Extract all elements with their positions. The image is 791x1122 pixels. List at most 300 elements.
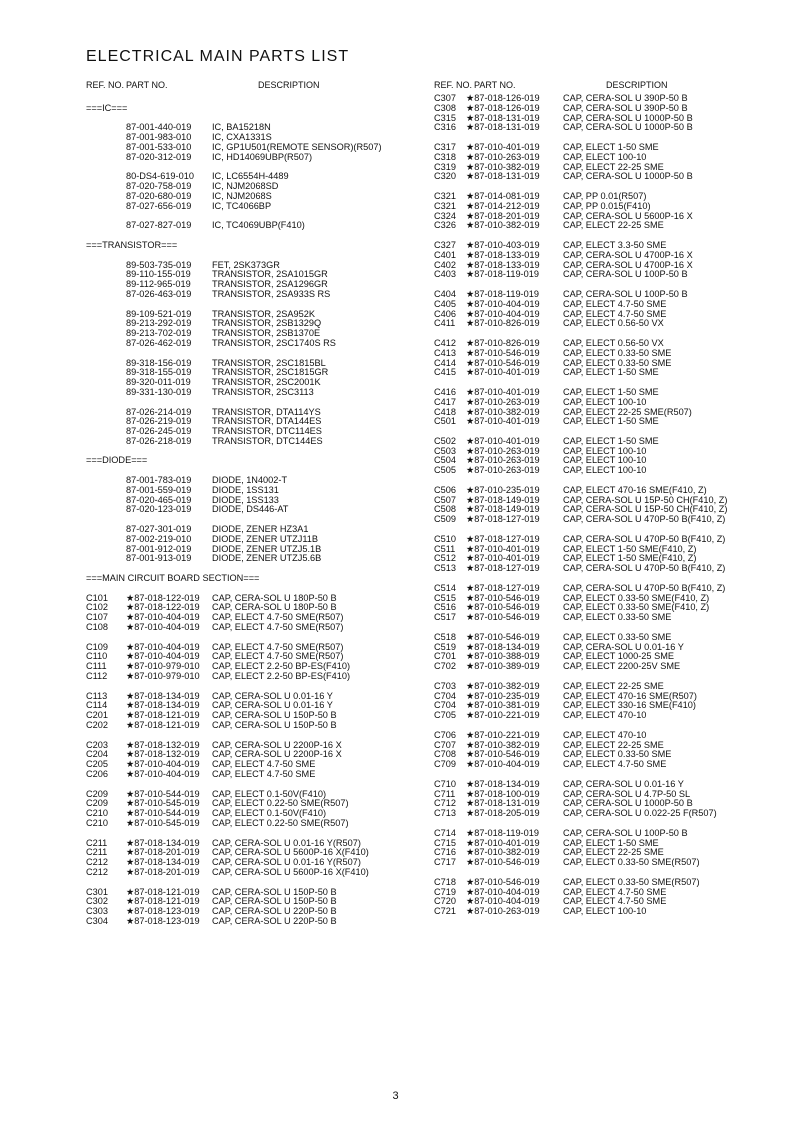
ref-no: C302	[86, 896, 108, 907]
ref-no: C516	[434, 602, 456, 613]
description: CAP, CERA-SOL U 15P-50 CH(F410, Z)	[563, 494, 728, 505]
ref-no: C512	[434, 553, 456, 564]
description: CAP, ELECT 0.33-50 SME(R507)	[563, 857, 700, 868]
part-no: ★87-018-122-019	[126, 602, 200, 613]
description: DIODE, 1N4002-T	[212, 475, 288, 486]
part-no: ★87-010-263-019	[466, 151, 540, 162]
ref-no: C720	[434, 896, 456, 907]
ref-no: C704	[434, 700, 456, 711]
part-no: ★87-018-201-019	[126, 866, 200, 877]
part-row	[86, 339, 404, 349]
part-no: ★87-010-404-019	[126, 641, 200, 652]
description: CAP, ELECT 1-50 SME	[563, 386, 659, 397]
part-no: 87-027-656-019	[126, 200, 192, 211]
description: TRANSISTOR, 2SA952K	[212, 308, 315, 319]
ref-no: C708	[434, 749, 456, 760]
ref-no: C112	[86, 671, 108, 682]
part-no: ★87-010-382-019	[466, 220, 540, 231]
part-no: ★87-010-546-019	[466, 612, 540, 623]
header-description: DESCRIPTION	[258, 80, 320, 90]
ref-no: C509	[434, 514, 456, 525]
part-no: 87-001-533-010	[126, 141, 192, 152]
part-no: ★87-018-201-019	[126, 847, 200, 858]
description: CAP, CERA-SOL U 180P-50 B	[212, 602, 337, 613]
ref-no: C713	[434, 808, 456, 819]
part-row	[86, 554, 404, 564]
header-part-no: PART NO.	[126, 80, 168, 90]
description: CAP, CERA-SOL U 100P-50 B	[563, 288, 688, 299]
part-no: 87-026-462-019	[126, 337, 192, 348]
ref-no: C307	[434, 93, 456, 103]
ref-no: C712	[434, 798, 456, 809]
ref-no: C519	[434, 641, 456, 652]
description: CAP, ELECT 4.7-50 SME	[212, 768, 316, 779]
part-no: ★87-010-404-019	[126, 651, 200, 662]
ref-no: C210	[86, 817, 108, 828]
description: CAP, ELECT 0.22-50 SME(R507)	[212, 817, 349, 828]
part-no: 80-DS4-619-010	[126, 171, 194, 182]
part-row	[434, 515, 754, 525]
ref-no: C518	[434, 631, 456, 642]
part-row	[86, 770, 404, 780]
description: TRANSISTOR, 2SC1815BL	[212, 357, 326, 368]
part-no: ★87-010-401-019	[466, 141, 540, 152]
part-row	[434, 466, 754, 476]
description: TRANSISTOR, DTC144ES	[212, 435, 323, 446]
part-no: 87-001-783-019	[126, 475, 192, 486]
description: CAP, ELECT 4.7-50 SME(R507)	[212, 622, 344, 633]
description: CAP, ELECT 0.33-50 SME(F410, Z)	[563, 592, 710, 603]
description: CAP, ELECT 1-50 SME	[563, 416, 659, 427]
part-no: ★87-014-212-019	[466, 200, 540, 211]
ref-no: C414	[434, 357, 456, 368]
description: CAP, CERA-SOL U 4.7P-50 SL	[563, 788, 691, 799]
description: TRANSISTOR, 2SC2001K	[212, 377, 321, 388]
ref-no: C327	[434, 239, 456, 250]
part-no: ★87-010-382-019	[466, 161, 540, 172]
ref-no: C416	[434, 386, 456, 397]
part-row	[86, 505, 404, 515]
part-no: ★87-018-133-019	[466, 259, 540, 270]
part-no: ★87-018-149-019	[466, 494, 540, 505]
part-no: ★87-014-081-019	[466, 190, 540, 201]
part-row	[86, 202, 404, 212]
description: CAP, CERA-SOL U 0.01-16 Y	[563, 778, 684, 789]
part-no: 87-020-465-019	[126, 494, 192, 505]
ref-no: C304	[86, 915, 108, 926]
part-no: ★87-018-122-019	[126, 592, 200, 603]
ref-no: C515	[434, 592, 456, 603]
part-no: 89-503-735-019	[126, 259, 192, 270]
description: CAP, CERA-SOL U 2200P-16 X	[212, 739, 342, 750]
description: CAP, ELECT 22-25 SME	[563, 739, 664, 750]
ref-no: C204	[86, 749, 108, 760]
description: CAP, ELECT 0.1-50V(F410)	[212, 808, 327, 819]
ref-no: C201	[86, 710, 108, 721]
description: CAP, ELECT 1-50 SME	[563, 367, 659, 378]
description: CAP, ELECT 3.3-50 SME	[563, 239, 667, 250]
ref-no: C326	[434, 220, 456, 231]
part-no: ★87-018-205-019	[466, 808, 540, 819]
description: CAP, CERA-SOL U 4700P-16 X	[563, 259, 693, 270]
description: CAP, CERA-SOL U 390P-50 B	[563, 93, 688, 103]
header-part-no: PART NO.	[474, 80, 516, 90]
part-no: ★87-018-201-019	[466, 210, 540, 221]
part-row	[86, 388, 404, 398]
description: CAP, CERA-SOL U 1000P-50 B	[563, 112, 693, 123]
part-no: ★87-010-263-019	[466, 396, 540, 407]
part-no: ★87-018-127-019	[466, 563, 540, 574]
part-no: 87-002-219-010	[126, 533, 192, 544]
description: DIODE, 1SS133	[212, 494, 279, 505]
description: CAP, PP 0.015(F410)	[563, 200, 651, 211]
ref-no: C212	[86, 857, 108, 868]
description: TRANSISTOR, 2SC1815GR	[212, 367, 329, 378]
ref-no: C721	[434, 906, 456, 917]
description: CAP, CERA-SOL U 1000P-50 B	[563, 798, 693, 809]
description: FET, 2SK373GR	[212, 259, 280, 270]
part-row	[434, 172, 754, 182]
part-no: ★87-010-401-019	[466, 553, 540, 564]
ref-no: C110	[86, 651, 108, 662]
part-no: ★87-018-119-019	[466, 827, 539, 838]
part-no: ★87-018-100-019	[466, 788, 540, 799]
part-no: ★87-018-131-019	[466, 112, 540, 123]
part-row	[86, 868, 404, 878]
description: CAP, ELECT 330-16 SME(F410)	[563, 700, 696, 711]
description: CAP, ELECT 470-10	[563, 729, 647, 740]
ref-no: C704	[434, 690, 456, 701]
ref-no: C318	[434, 151, 456, 162]
ref-no: C308	[434, 102, 456, 113]
part-no: ★87-010-235-019	[466, 690, 540, 701]
description: CAP, CERA-SOL U 470P-50 B(F410, Z)	[563, 514, 726, 525]
description: CAP, ELECT 0.33-50 SME	[563, 357, 672, 368]
part-no: ★87-018-133-019	[466, 249, 540, 260]
description: CAP, ELECT 2.2-50 BP-ES(F410)	[212, 661, 351, 672]
part-no: 87-001-913-019	[126, 553, 192, 564]
header-ref-no: REF. NO.	[434, 80, 473, 90]
ref-no: C506	[434, 484, 456, 495]
description: CAP, ELECT 22-25 SME	[563, 161, 664, 172]
ref-no: C719	[434, 886, 456, 897]
part-no: ★87-010-546-019	[466, 857, 540, 868]
ref-no: C317	[434, 141, 456, 152]
description: CAP, CERA-SOL U 0.01-16 Y(R507)	[212, 837, 361, 848]
part-row	[86, 917, 404, 927]
ref-no: C717	[434, 857, 456, 868]
part-no: 89-213-292-019	[126, 318, 192, 329]
ref-no: C703	[434, 680, 456, 691]
description: CAP, ELECT 0.33-50 SME(R507)	[563, 876, 700, 887]
part-no: ★87-010-545-019	[126, 817, 200, 828]
part-no: ★87-018-123-019	[126, 906, 200, 917]
part-no: ★87-018-134-019	[126, 690, 200, 701]
ref-no: C209	[86, 788, 108, 799]
part-no: ★87-010-404-019	[466, 759, 540, 770]
description: CAP, ELECT 4.7-50 SME	[563, 759, 667, 770]
part-no: ★87-018-121-019	[126, 896, 200, 907]
description: CAP, ELECT 4.7-50 SME	[563, 298, 667, 309]
part-no: ★87-010-401-019	[466, 367, 540, 378]
ref-no: C418	[434, 406, 456, 417]
part-no: 87-026-219-019	[126, 416, 192, 427]
part-row	[86, 437, 404, 447]
description: CAP, CERA-SOL U 0.01-16 Y	[212, 700, 333, 711]
part-no: ★87-018-126-019	[466, 102, 540, 113]
part-no: ★87-018-127-019	[466, 514, 540, 525]
description: CAP, CERA-SOL U 150P-50 B	[212, 710, 337, 721]
section-heading: ===TRANSISTOR===	[86, 239, 178, 250]
description: CAP, ELECT 0.1-50V(F410)	[212, 788, 327, 799]
description: CAP, ELECT 100-10	[563, 455, 647, 466]
ref-no: C715	[434, 837, 456, 848]
description: CAP, ELECT 0.33-50 SME(F410, Z)	[563, 602, 710, 613]
description: CAP, ELECT 100-10	[563, 396, 647, 407]
part-no: ★87-010-221-019	[466, 729, 540, 740]
ref-no: C202	[86, 720, 108, 730]
description: CAP, ELECT 4.7-50 SME(R507)	[212, 651, 344, 662]
part-row	[434, 760, 754, 770]
part-no: 87-001-559-019	[126, 484, 192, 495]
description: CAP, CERA-SOL U 220P-50 B	[212, 915, 337, 926]
part-no: 89-109-521-019	[126, 308, 192, 319]
part-row	[434, 417, 754, 427]
part-no: ★87-010-221-019	[466, 710, 540, 721]
description: IC, BA15218N	[212, 122, 271, 133]
page-number: 3	[392, 1090, 399, 1102]
ref-no: C514	[434, 582, 456, 593]
part-no: ★87-018-132-019	[126, 739, 200, 750]
description: DIODE, ZENER UTZJ5.6B	[212, 553, 322, 564]
description: CAP, ELECT 0.33-50 SME	[563, 749, 672, 760]
description: CAP, ELECT 22-25 SME	[563, 680, 664, 691]
description: CAP, CERA-SOL U 0.01-16 Y	[212, 690, 333, 701]
part-no: ★87-010-544-019	[126, 788, 200, 799]
ref-no: C706	[434, 729, 456, 740]
description: CAP, CERA-SOL U 100P-50 B	[563, 269, 688, 280]
description: CAP, ELECT 2200-25V SME	[563, 661, 681, 672]
part-no: ★87-010-401-019	[466, 416, 540, 427]
description: IC, TC4066BP	[212, 200, 272, 211]
description: CAP, ELECT 22-25 SME	[563, 220, 664, 231]
description: CAP, ELECT 470-10	[563, 710, 647, 721]
part-row	[434, 319, 754, 329]
ref-no: C108	[86, 622, 108, 633]
description: CAP, ELECT 0.22-50 SME(R507)	[212, 798, 349, 809]
part-no: ★87-018-119-019	[466, 288, 539, 299]
part-no: 89-213-702-019	[126, 328, 192, 339]
part-no: 87-020-312-019	[126, 151, 192, 162]
part-no: ★87-010-404-019	[126, 759, 200, 770]
part-no: 89-112-965-019	[126, 279, 191, 290]
ref-no: C710	[434, 778, 456, 789]
description: CAP, ELECT 22-25 SME(R507)	[563, 406, 692, 417]
part-no: ★87-018-119-019	[466, 269, 539, 280]
description: CAP, ELECT 1-50 SME	[563, 837, 659, 848]
part-no: ★87-018-132-019	[126, 749, 200, 760]
description: CAP, CERA-SOL U 15P-50 CH(F410, Z)	[563, 504, 728, 515]
part-no: ★87-018-149-019	[466, 504, 540, 515]
ref-no: C714	[434, 827, 456, 838]
ref-no: C316	[434, 122, 456, 133]
description: DIODE, 1SS131	[212, 484, 279, 495]
part-row	[434, 613, 754, 623]
description: IC, HD14069UBP(R507)	[212, 151, 313, 162]
spacer	[86, 94, 404, 104]
part-no: ★87-010-546-019	[466, 602, 540, 613]
part-no: ★87-018-127-019	[466, 533, 540, 544]
ref-no: C211	[86, 837, 108, 848]
section-heading: ===IC===	[86, 102, 128, 113]
ref-no: C210	[86, 808, 108, 819]
ref-no: C709	[434, 759, 456, 770]
ref-no: C321	[434, 190, 456, 201]
part-no: ★87-010-544-019	[126, 808, 200, 819]
part-no: ★87-010-388-019	[466, 651, 540, 662]
ref-no: C212	[86, 866, 108, 877]
ref-no: C517	[434, 612, 456, 623]
part-no: ★87-010-401-019	[466, 435, 540, 446]
part-no: ★87-018-134-019	[466, 778, 540, 789]
description: CAP, ELECT 1000-25 SME	[563, 651, 674, 662]
part-no: ★87-010-826-019	[466, 318, 540, 329]
description: TRANSISTOR, 2SC1740S RS	[212, 337, 336, 348]
description: CAP, ELECT 2.2-50 BP-ES(F410)	[212, 671, 351, 682]
part-no: ★87-010-404-019	[126, 768, 200, 779]
part-no: ★87-018-121-019	[126, 886, 200, 897]
description: TRANSISTOR, 2SA933S RS	[212, 288, 331, 299]
description: CAP, CERA-SOL U 150P-50 B	[212, 896, 337, 907]
part-no: ★87-010-401-019	[466, 386, 540, 397]
part-no: 87-001-983-010	[126, 132, 192, 143]
part-no: ★87-010-404-019	[126, 612, 200, 623]
description: CAP, ELECT 0.33-50 SME	[563, 631, 672, 642]
ref-no: C109	[86, 641, 108, 652]
ref-no: C315	[434, 112, 456, 123]
part-no: ★87-010-382-019	[466, 847, 540, 858]
part-row	[434, 809, 754, 819]
part-no: 87-026-218-019	[126, 435, 192, 446]
description: TRANSISTOR, 2SB1370E	[212, 328, 321, 339]
part-no: ★87-018-121-019	[126, 720, 200, 730]
part-no: ★87-010-546-019	[466, 347, 540, 358]
part-no: ★87-010-546-019	[466, 592, 540, 603]
part-no: ★87-018-131-019	[466, 122, 540, 133]
description: CAP, ELECT 470-16 SME(R507)	[563, 690, 697, 701]
part-no: ★87-010-546-019	[466, 749, 540, 760]
description: CAP, CERA-SOL U 2200P-16 X	[212, 749, 342, 760]
part-no: 89-318-156-019	[126, 357, 192, 368]
description: CAP, PP 0.01(R507)	[563, 190, 647, 201]
part-no: ★87-018-121-019	[126, 710, 200, 721]
ref-no: C718	[434, 876, 456, 887]
part-row	[434, 368, 754, 378]
ref-no: C206	[86, 768, 108, 779]
description: CAP, CERA-SOL U 4700P-16 X	[563, 249, 693, 260]
part-no: ★87-010-235-019	[466, 484, 540, 495]
description: CAP, ELECT 0.33-50 SME	[563, 347, 672, 358]
ref-no: C502	[434, 435, 456, 446]
ref-no: C401	[434, 249, 456, 260]
part-no: ★87-010-263-019	[466, 906, 540, 917]
part-row	[434, 123, 754, 133]
part-no: ★87-010-546-019	[466, 876, 540, 887]
description: CAP, CERA-SOL U 390P-50 B	[563, 102, 688, 113]
part-no: ★87-010-545-019	[126, 798, 200, 809]
part-row	[434, 662, 754, 672]
description: CAP, CERA-SOL U 150P-50 B	[212, 720, 337, 730]
part-no: ★87-010-401-019	[466, 837, 540, 848]
part-row	[434, 564, 754, 574]
ref-no: C701	[434, 651, 456, 662]
ref-no: C707	[434, 739, 456, 750]
part-no: 89-331-130-019	[126, 386, 192, 397]
description: DIODE, DS446-AT	[212, 504, 289, 515]
ref-no: C211	[86, 847, 108, 858]
column-header	[86, 80, 404, 94]
description: CAP, CERA-SOL U 5600P-16 X(F410)	[212, 866, 369, 877]
section-heading: ===MAIN CIRCUIT BOARD SECTION===	[86, 573, 260, 584]
part-no: 89-110-155-019	[126, 269, 191, 280]
part-no: 87-026-463-019	[126, 288, 192, 299]
part-no: ★87-010-979-010	[126, 661, 200, 672]
description: CAP, ELECT 1-50 SME	[563, 435, 659, 446]
ref-no: C503	[434, 445, 456, 456]
part-no: 87-001-912-019	[126, 543, 192, 554]
ref-no: C319	[434, 161, 456, 172]
part-no: ★87-018-131-019	[466, 798, 540, 809]
description: CAP, ELECT 100-10	[563, 151, 647, 162]
header-description: DESCRIPTION	[606, 80, 668, 90]
right-column	[434, 80, 754, 917]
ref-no: C321	[434, 200, 456, 211]
ref-no: C705	[434, 710, 456, 721]
description: CAP, CERA-SOL U 150P-50 B	[212, 886, 337, 897]
description: CAP, ELECT 4.7-50 SME	[563, 886, 667, 897]
part-row	[434, 270, 754, 280]
description: TRANSISTOR, 2SC3113	[212, 386, 314, 397]
description: CAP, CERA-SOL U 0.022-25 F(R507)	[563, 808, 717, 819]
part-no: ★87-010-381-019	[466, 700, 540, 711]
part-no: ★87-010-404-019	[466, 298, 540, 309]
description: CAP, CERA-SOL U 470P-50 B(F410, Z)	[563, 582, 726, 593]
part-no: 87-026-245-019	[126, 426, 192, 437]
ref-no: C501	[434, 416, 456, 427]
description: CAP, ELECT 100-10	[563, 906, 647, 917]
ref-no: C114	[86, 700, 108, 711]
description: DIODE, ZENER UTZJ5.1B	[212, 543, 322, 554]
ref-no: C504	[434, 455, 456, 466]
part-no: ★87-010-404-019	[126, 622, 200, 633]
part-row	[86, 623, 404, 633]
ref-no: C403	[434, 269, 456, 280]
part-no: ★87-010-382-019	[466, 680, 540, 691]
part-no: ★87-010-401-019	[466, 543, 540, 554]
description: CAP, ELECT 22-25 SME	[563, 847, 664, 858]
ref-no: C507	[434, 494, 456, 505]
part-row	[86, 672, 404, 682]
ref-no: C413	[434, 347, 456, 358]
description: CAP, CERA-SOL U 0.01-16 Y	[563, 641, 684, 652]
ref-no: C111	[86, 661, 107, 672]
ref-no: C508	[434, 504, 456, 515]
description: CAP, ELECT 4.7-50 SME	[563, 308, 667, 319]
description: CAP, ELECT 4.7-50 SME(R507)	[212, 612, 344, 623]
part-no: 87-027-301-019	[126, 524, 192, 535]
part-no: ★87-010-263-019	[466, 445, 540, 456]
part-no: ★87-010-389-019	[466, 661, 540, 672]
